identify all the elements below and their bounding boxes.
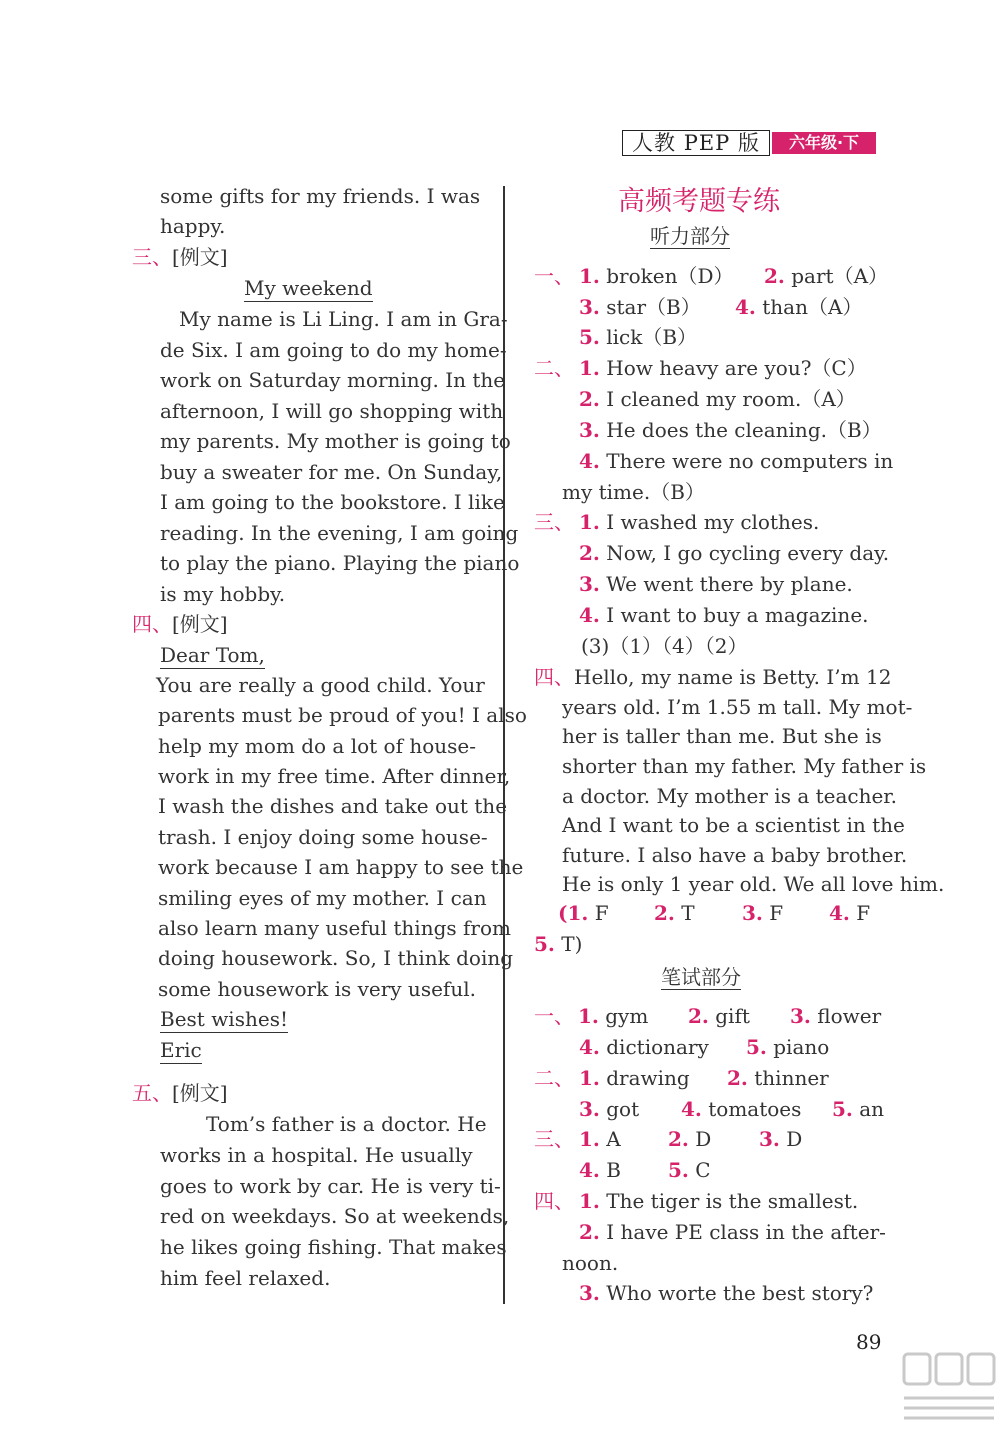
text-line: work because I am happy to see the [158,855,524,879]
text-line: some gifts for my friends. I was [160,184,481,208]
answer-item: 2. gift [688,1004,750,1028]
text-line: I wash the dishes and take out the [158,794,508,818]
text-line: help my mom do a lot of house- [158,734,476,758]
tf-answer: (1. F [558,901,609,925]
answer-item: 3. star（B） [579,295,701,319]
section-tag: [例文] [172,1081,228,1105]
text-line: My name is Li Ling. I am in Gra- [179,307,508,331]
text-line: red on weekdays. So at weekends, [160,1204,510,1228]
text-line: him feel relaxed. [160,1266,331,1290]
section-title: 高频考题专练 [618,186,780,217]
answer-item: 3. Who worte the best story? [579,1281,874,1305]
section-mark: 四、 [132,612,172,636]
text-line: trash. I enjoy doing some house- [158,825,488,849]
edition-header [622,130,876,156]
answer-item: 5. an [832,1097,885,1121]
answer-item: 4. There were no computers in [579,449,894,473]
section-mark: 一、 [534,264,574,288]
answer-item: 1. I washed my clothes. [579,510,820,534]
answer-item: 5. lick（B） [579,325,698,349]
section-mark: 三、 [534,510,574,534]
text-line: some housework is very useful. [158,977,476,1001]
tf-answer: 2. T [654,901,695,925]
text-line: works in a hospital. He usually [160,1143,473,1167]
answer-item: 2. I cleaned my room.（A） [579,387,856,411]
text-line: afternoon, I will go shopping with [160,399,504,423]
text-line: noon. [562,1251,619,1275]
answer-item: 3. We went there by plane. [579,572,853,596]
answer-item: 4. than（A） [735,295,863,319]
section-heading [132,1078,228,1108]
text-line: my time.（B） [562,480,705,504]
section-mark: 四、 [534,1189,574,1213]
answer-item: 4. B [579,1158,621,1182]
answer-item: 2. part（A） [764,264,889,288]
answer-item: 1. The tiger is the smallest. [579,1189,859,1213]
answer-item: 4. dictionary [579,1035,709,1059]
text-line: he likes going fishing. That makes [160,1235,507,1259]
section-mark: 一、 [534,1004,574,1028]
section-heading [132,242,228,272]
text-line: buy a sweater for me. On Sunday, [160,460,503,484]
section-mark: 二、 [534,356,574,380]
letter-closing: Best wishes! [160,1007,288,1031]
text-line: future. I also have a baby brother. [562,843,908,867]
text-line: de Six. I am going to do my home- [160,338,507,362]
tf-answer: 5. T) [534,932,583,956]
page-number: 89 [856,1330,882,1354]
order-answer: (3)（1）（4）（2） [581,634,748,658]
edition-label: 人教 PEP 版 [622,130,770,156]
letter-salutation: Dear Tom, [160,643,265,667]
answer-item: 2. I have PE class in the after- [579,1220,886,1244]
subsection-title: 听力部分 [650,224,730,248]
text-line: her is taller than me. But she is [562,724,882,748]
answer-item: 1. A [579,1127,621,1151]
text-line: shorter than my father. My father is [562,754,927,778]
answer-item: 3. D [759,1127,803,1151]
text-line: my parents. My mother is going to [160,429,511,453]
text-line: happy. [160,214,226,238]
answer-item: 3. got [579,1097,640,1121]
text-line: He is only 1 year old. We all love him. [562,872,945,896]
answer-item: 1. gym [578,1004,649,1028]
answer-item: 5. C [668,1158,711,1182]
text-line: doing housework. So, I think doing [158,946,514,970]
section-tag: [例文] [172,612,228,636]
answer-item: 1. How heavy are you?（C） [579,356,867,380]
text-line: Tom’s father is a doctor. He [206,1112,487,1136]
text-line: years old. I’m 1.55 m tall. My mot- [562,695,913,719]
text-line: You are really a good child. Your [156,673,485,697]
essay-title: My weekend [244,276,373,300]
answer-item: 3. He does the cleaning.（B） [579,418,882,442]
section-heading [132,609,228,639]
section-mark: 三、 [132,245,172,269]
text-line: work on Saturday morning. In the [160,368,506,392]
section-tag: [例文] [172,245,228,269]
answer-item: 四、Hello, my name is Betty. I’m 12 [534,665,892,689]
answer-item: 2. Now, I go cycling every day. [579,541,890,565]
text-line: And I want to be a scientist in the [562,813,905,837]
answer-item: 5. piano [746,1035,830,1059]
section-mark: 五、 [132,1081,172,1105]
subsection-title: 笔试部分 [661,965,741,989]
text-line: work in my free time. After dinner, [158,764,511,788]
answer-item: 4. I want to buy a magazine. [579,603,869,627]
tf-answer: 3. F [742,901,784,925]
text-line: goes to work by car. He is very ti- [160,1174,501,1198]
answer-item: 2. thinner [727,1066,829,1090]
answer-item: 2. D [668,1127,712,1151]
text-line: a doctor. My mother is a teacher. [562,784,898,808]
watermark-logo [898,1350,998,1428]
text-line: I am going to the bookstore. I like [160,490,505,514]
answer-item: 3. flower [790,1004,882,1028]
text-line: also learn many useful things from [158,916,511,940]
grade-badge: 六年级·下 [772,132,876,154]
text-line: is my hobby. [160,582,286,606]
letter-signature: Eric [160,1038,202,1062]
text-line: to play the piano. Playing the piano [160,551,520,575]
section-mark: 二、 [534,1066,574,1090]
text-line: reading. In the evening, I am going [160,521,519,545]
tf-answer: 4. F [829,901,871,925]
answer-item: 4. tomatoes [681,1097,802,1121]
section-mark: 三、 [534,1127,574,1151]
answer-item: 1. drawing [579,1066,690,1090]
text-line: smiling eyes of my mother. I can [158,886,487,910]
text-line: parents must be proud of you! I also [158,703,527,727]
answer-item: 1. broken（D） [579,264,734,288]
